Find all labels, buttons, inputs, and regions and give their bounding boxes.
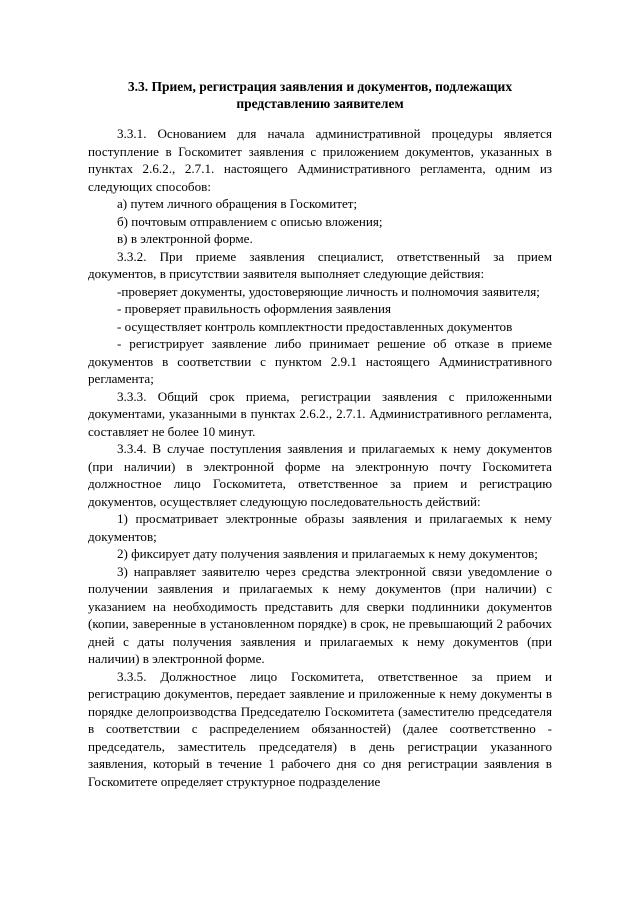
paragraph-3-3-5: 3.3.5. Должностное лицо Госкомитета, ответственное за прием и регистрацию документов, передает заявление и приложенные к нему документы в порядке делопроизводства Председателю Госкомитета (заместителю председателя в соответствии с распределением обязанностей) (далее соответственно - председатель, заместитель председателя) в день регистрации указанного заявления, который в течение 1 рабочего дня со дня регистрации заявления в Госкомитете определяет структурное подразделение — [88, 668, 552, 789]
step-2: 2) фиксирует дату получения заявления и прилагаемых к нему документов; — [117, 546, 538, 561]
document-body — [88, 125, 552, 790]
action-check-identity: -проверяет документы, удостоверяющие личность и полномочия заявителя; — [117, 283, 540, 299]
list-item-a: а) путем личного обращения в Госкомитет; — [117, 196, 358, 211]
action-check-form: - проверяет правильность оформления заявления — [117, 301, 392, 316]
paragraph-3-3-3: 3.3.3. Общий срок приема, регистрации заявления с приложенными документами, указанными в пунктах 2.6.2., 2.7.1. Административного регламента, составляет не более 10 минут. — [88, 388, 552, 439]
paragraph-3-3-4: 3.3.4. В случае поступления заявления и прилагаемых к нему документов (при наличии) в электронной форме на электронную почту Госкомитета должностное лицо Госкомитета, ответственное за прием и регистрацию документов, осуществляет следующую последовательность действий: — [88, 441, 552, 509]
action-check-completeness: - осуществляет контроль комплектности предоставленных документов — [117, 318, 513, 334]
action-register: - регистрирует заявление либо принимает решение об отказе в приеме документов в соответствии с пунктом 2.9.1 настоящего Административного регламента; — [88, 336, 552, 386]
step-3: 3) направляет заявителю через средства электронной связи уведомление о получении заявления и прилагаемых к нему документов (при наличии) с указанием на необходимость представить для сверки подлинники документов (копии, заверенные в установленном порядке) в срок, не превышающий 2 рабочих дней с даты получения заявления и прилагаемых к нему документов (при наличии) в электронной форме. — [88, 563, 552, 666]
section-heading-line-2: представлению заявителем — [236, 96, 404, 111]
step-1: 1) просматривает электронные образы заявления и прилагаемых к нему документов; — [88, 511, 552, 544]
paragraph-3-3-2: 3.3.2. При приеме заявления специалист, ответственный за прием документов, в присутствии заявителя выполняет следующие действия: — [88, 248, 552, 281]
section-heading — [95, 78, 545, 112]
paragraph-3-3-1: 3.3.1. Основанием для начала административной процедуры является поступление в Госкомитет заявления с приложением документов, указанных в пунктах 2.6.2., 2.7.1. настоящего Административного регламента, одним из следующих способов: — [88, 126, 552, 194]
list-item-c: в) в электронной форме. — [117, 231, 253, 246]
section-heading-line-1: 3.3. Прием, регистрация заявления и документов, подлежащих — [127, 79, 513, 94]
list-item-b: б) почтовым отправлением с описью вложения; — [117, 213, 383, 229]
